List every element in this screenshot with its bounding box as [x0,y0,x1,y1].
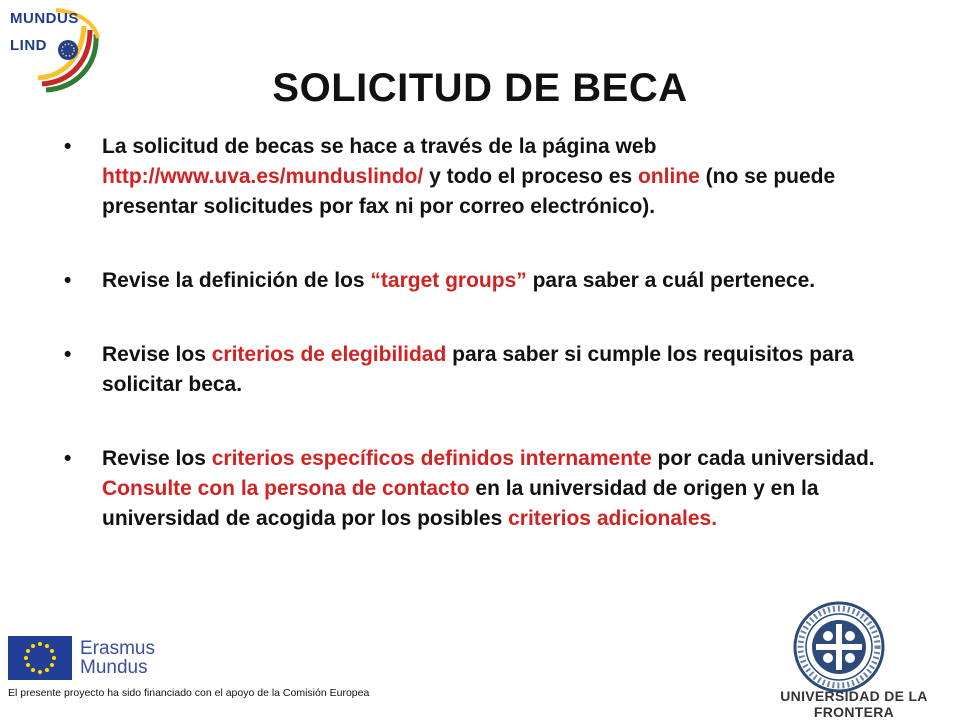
bullet-text: Revise la definición de los [102,269,371,292]
highlight-text: Consulte con la persona de contacto [102,477,470,500]
funding-note: El presente proyecto ha sido financiado con el apoyo de la Comisión Europea [8,687,370,699]
logo-text-mundus: MUNDUS [10,10,79,27]
bullet-text: La solicitud de becas se hace a través de la página web [102,135,657,158]
website-link[interactable]: http://www.uva.es/munduslindo/ [102,165,424,188]
erasmus-mundus-logo [8,636,155,680]
erasmus-mundus-wordmark [80,639,155,677]
bullet-text: para saber si cumple los requisitos para solicitar beca. [102,343,854,396]
bullet-item [62,340,902,400]
highlight-text: criterios específicos definidos internamente [211,447,652,470]
bullet-item [62,444,902,534]
highlight-text: online [637,165,700,188]
bullet-text: Revise los [102,343,212,366]
bullet-dot: • [64,135,72,158]
bullet-item [62,266,902,296]
bullet-text: en la universidad de origen y en la universidad de acogida por los posibles [102,477,819,530]
bullet-text: para saber a cuál pertenece. [526,269,816,292]
bullet-list [62,128,902,534]
bullet-text: (no se puede presentar solicitudes por fax ni por correo electrónico). [102,165,836,218]
erasmus-word: Erasmus [80,638,155,659]
slide-title: SOLICITUD DE BECA [272,66,688,110]
highlight-text: criterios adicionales. [508,507,718,530]
bullet-dot: • [64,447,72,470]
bullet-text: Revise los [102,447,212,470]
highlight-text: criterios de elegibilidad [211,343,447,366]
bullet-text: por cada universidad. [651,447,875,470]
university-name: UNIVERSIDAD DE LA FRONTERA [780,688,928,720]
ufro-seal-icon [792,600,886,694]
eu-flag-icon [8,636,72,680]
bullet-dot: • [64,269,72,292]
bullet-item [62,132,902,222]
bullet-text: y todo el proceso es [423,165,638,188]
bullet-dot: • [64,343,72,366]
mundus-word: Mundus [80,657,148,678]
highlight-text: “target groups” [370,269,527,292]
logo-text-lind: LIND [10,37,47,54]
